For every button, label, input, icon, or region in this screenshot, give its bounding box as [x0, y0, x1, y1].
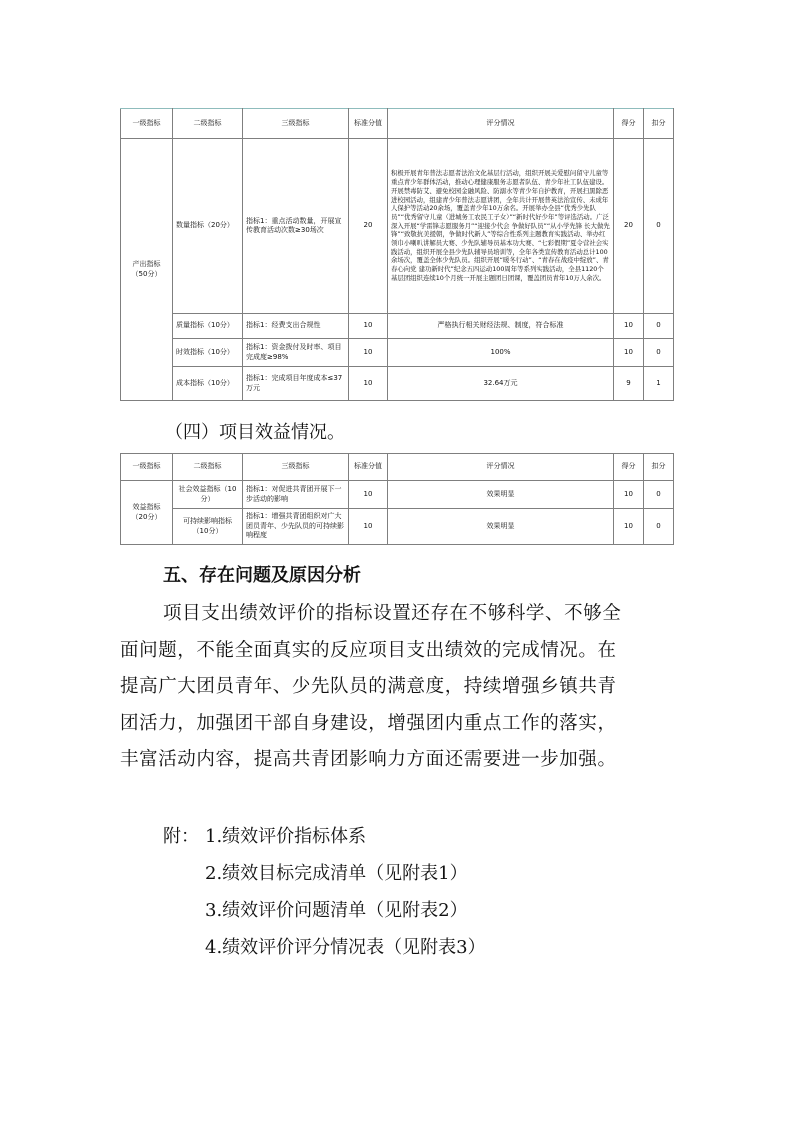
- attachment-item: 2.绩效目标完成清单（见附表1）: [205, 863, 468, 884]
- header-cell: 扣分: [644, 109, 674, 139]
- attachment-item: 3.绩效评价问题清单（见附表2）: [205, 900, 468, 921]
- level2-cell: 成本指标（10分）: [173, 367, 243, 401]
- standard-cell: 10: [349, 314, 388, 339]
- table-header-row: [121, 109, 674, 139]
- level3-cell: 指标1：完成项目年度成本≤37万元: [243, 367, 349, 401]
- header-cell: 一级指标: [121, 454, 173, 481]
- evaluation-cell: 100%: [388, 339, 614, 367]
- level3-cell: 指标1：经费支出合规性: [243, 314, 349, 339]
- level2-cell: 质量指标（10分）: [173, 314, 243, 339]
- level3-cell: 指标1：资金拨付及时率、项目完成度≥98%: [243, 339, 349, 367]
- attachment-item: 4.绩效评价评分情况表（见附表3）: [205, 937, 486, 958]
- header-cell: 得分: [614, 109, 644, 139]
- evaluation-cell: 严格执行相关财经法规、制度，符合标准: [388, 314, 614, 339]
- deduct-cell: 0: [644, 509, 674, 545]
- evaluation-cell: 效果明显: [388, 509, 614, 545]
- table-row: [121, 509, 674, 545]
- section5-paragraph: [120, 596, 680, 779]
- table-row: [121, 314, 674, 339]
- paragraph-line: 项目支出绩效评价的指标设置还存在不够科学、不够全: [163, 603, 622, 624]
- level3-cell: 指标1：对促进共青团开展下一步活动的影响: [243, 481, 349, 509]
- deduct-cell: 0: [644, 339, 674, 367]
- deduct-cell: 0: [644, 314, 674, 339]
- attachment-item: 1.绩效评价指标体系: [205, 826, 367, 847]
- deduct-cell: 0: [644, 139, 674, 314]
- level2-cell: 社会效益指标（10分）: [173, 481, 243, 509]
- level2-cell: 数量指标（20分）: [173, 139, 243, 314]
- standard-cell: 10: [349, 367, 388, 401]
- score-cell: 10: [614, 314, 644, 339]
- standard-cell: 20: [349, 139, 388, 314]
- evaluation-cell: 32.64万元: [388, 367, 614, 401]
- deduct-cell: 0: [644, 481, 674, 509]
- table-row: [121, 139, 674, 314]
- table-row: [121, 339, 674, 367]
- header-cell: 二级指标: [173, 454, 243, 481]
- header-cell: 二级指标: [173, 109, 243, 139]
- output-indicators-table: [120, 108, 674, 401]
- header-cell: 三级指标: [243, 454, 349, 481]
- deduct-cell: 1: [644, 367, 674, 401]
- paragraph-line: 团活力，加强团干部自身建设，增强团内重点工作的落实，: [120, 712, 617, 734]
- score-cell: 10: [614, 481, 644, 509]
- level2-cell: 时效指标（10分）: [173, 339, 243, 367]
- level1-cell: 效益指标（20分）: [121, 481, 173, 545]
- level3-cell: 指标1：增强共青团组织对广大团员青年、少先队员的可持续影响程度: [243, 509, 349, 545]
- section4-title: （四）项目效益情况。: [165, 422, 345, 443]
- table-header-row: [121, 454, 674, 481]
- header-cell: 标准分值: [349, 109, 388, 139]
- header-cell: 三级指标: [243, 109, 349, 139]
- evaluation-cell: 积极开展青年普法志愿者法治文化基层行活动，组织开展关爱慰问留守儿童等重点青少年群体活动，推动心理健康服务志愿者队伍、青少年社工队伍建设。开展禁毒防艾、避免校园金融风险、防溺水等青少年自护教育，开展扫黑除恶进校园活动，组建青少年普法志愿讲团，全年共计开展普英法治宣传、未成年人保护等活动20余场，覆盖青少年10万余名。开展举办全县“优秀少先队员”“优秀留守儿童（进城务工农民工子女）”“新时代好少年”等评选活动。广泛深入开展“学雷锋志愿服务月”“迎接少代会 争做好队员”“从小学先锋 长大做先锋”“致敬抗美援朝，争做时代新人”等综合性系列主题教育实践活动、举办红领巾小喇叭讲解员大赛、少先队辅导员基本功大赛、“七彩假期”夏令营社会实践活动，组织开展全县少先队辅导员培训等，全年各类宣传教育活动总计100余场次，覆盖全体少先队员。组织开展“暖冬行动”、“青春在战疫中绽放”、青春心向党 建功新时代”纪念五四运动100周年等系列实践活动，全县1120个基层团组织连续10个月统一开展主题团日团课，覆盖团员青年10万人余次。: [388, 139, 614, 314]
- score-cell: 20: [614, 139, 644, 314]
- header-cell: 评分情况: [388, 109, 614, 139]
- paragraph-line: 面问题，不能全面真实的反应项目支出绩效的完成情况。在: [120, 639, 617, 661]
- section5-title: 五、存在问题及原因分析: [163, 565, 361, 586]
- paragraph-line: 提高广大团员青年、少先队员的满意度，持续增强乡镇共青: [120, 676, 617, 697]
- score-cell: 10: [614, 509, 644, 545]
- score-cell: 10: [614, 339, 644, 367]
- level1-cell: 产出指标（50分）: [121, 139, 173, 401]
- header-cell: 评分情况: [388, 454, 614, 481]
- score-cell: 9: [614, 367, 644, 401]
- header-cell: 扣分: [644, 454, 674, 481]
- header-cell: 标准分值: [349, 454, 388, 481]
- level3-cell: 指标1：重点活动数量，开展宣传教育活动次数≥30场次: [243, 139, 349, 314]
- benefit-indicators-table: [120, 453, 674, 545]
- level2-cell: 可持续影响指标（10分）: [173, 509, 243, 545]
- standard-cell: 10: [349, 481, 388, 509]
- table-row: [121, 481, 674, 509]
- attachments-prefix: 附：: [163, 826, 199, 847]
- header-cell: 得分: [614, 454, 644, 481]
- paragraph-line: 丰富活动内容，提高共青团影响力方面还需要进一步加强。: [120, 749, 617, 770]
- standard-cell: 10: [349, 509, 388, 545]
- table-row: [121, 367, 674, 401]
- header-cell: 一级指标: [121, 109, 173, 139]
- evaluation-cell: 效果明显: [388, 481, 614, 509]
- standard-cell: 10: [349, 339, 388, 367]
